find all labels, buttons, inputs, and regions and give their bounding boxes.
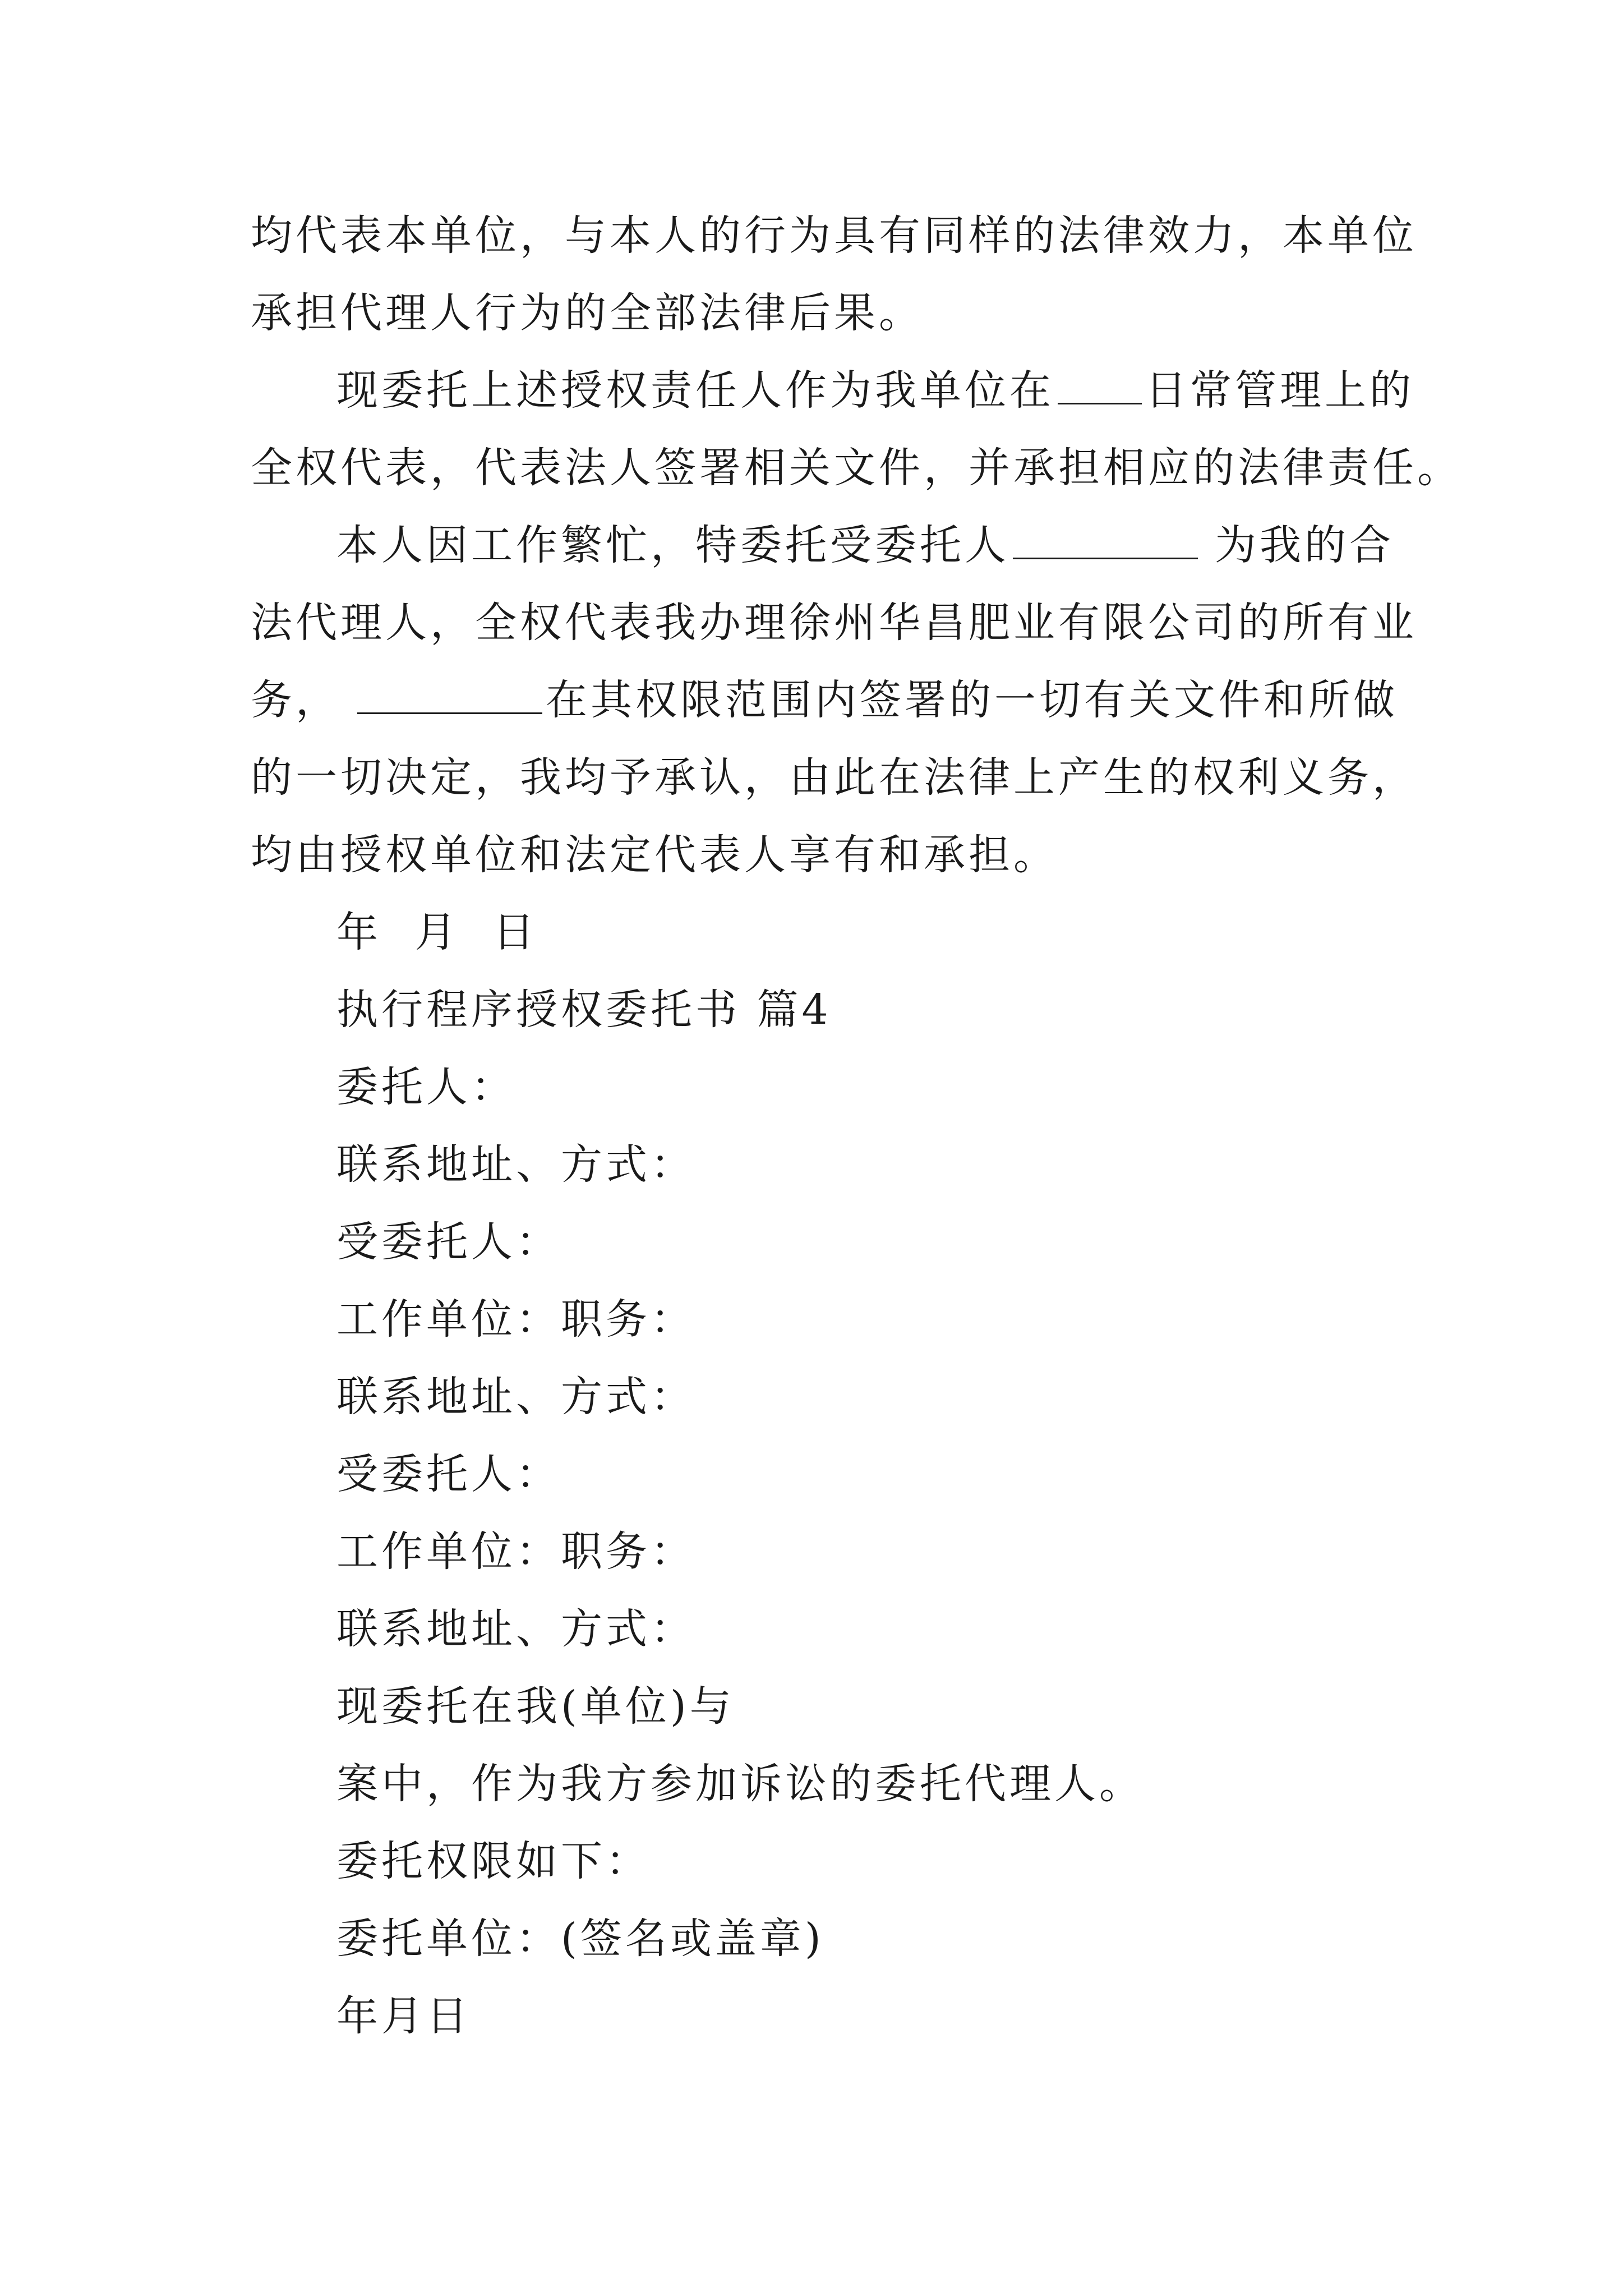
text-segment: 为我的合 [1215,521,1394,569]
paragraph-line: 法代理人，全权代表我办理徐州华昌肥业有限公司的所有业 [251,599,1417,647]
text-segment: 现委托上述授权责任人作为我单位在 [336,366,1054,415]
text-segment: 务， [251,676,340,724]
date-line: 年 月 日 [336,908,538,956]
paragraph-line: 均代表本单位，与本人的行为具有同样的法律效力，本单位 [251,211,1417,260]
section-heading: 执行程序授权委托书 篇4 [336,986,832,1034]
fill-in-blank [357,680,542,714]
field-label: 委托人： [336,1063,516,1111]
field-label: 工作单位：职务： [336,1295,695,1343]
signature-line: 委托单位：(签名或盖章) [336,1915,824,1963]
date-line: 年月日 [336,1992,471,2040]
field-label: 联系地址、方式： [336,1140,695,1189]
paragraph-line [336,364,1414,417]
text-segment: 日常管理上的 [1145,366,1414,415]
fill-in-blank [1013,525,1198,559]
field-label: 受委托人： [336,1218,561,1266]
field-label: 联系地址、方式： [336,1605,695,1653]
paragraph-line: 的一切决定，我均予承认，由此在法律上产生的权利义务， [251,753,1417,802]
paragraph-line: 委托权限如下： [336,1837,651,1885]
paragraph-line: 案中，作为我方参加诉讼的委托代理人。 [336,1760,1144,1808]
field-label: 联系地址、方式： [336,1373,695,1421]
field-label: 工作单位：职务： [336,1527,695,1576]
paragraph-line [336,518,1394,572]
paragraph-line: 现委托在我(单位)与 [336,1682,735,1731]
text-segment: 在其权限范围内签署的一切有关文件和所做 [546,676,1398,724]
fill-in-blank [1058,370,1142,404]
paragraph-line: 承担代理人行为的全部法律后果。 [251,289,924,337]
text-segment: 本人因工作繁忙，特委托受委托人 [336,521,1009,569]
paragraph-line: 全权代表，代表法人签署相关文件，并承担相应的法律责任。 [251,444,1462,492]
field-label: 受委托人： [336,1450,561,1498]
paragraph-line [251,673,1398,727]
paragraph-line: 均由授权单位和法定代表人享有和承担。 [251,831,1058,879]
